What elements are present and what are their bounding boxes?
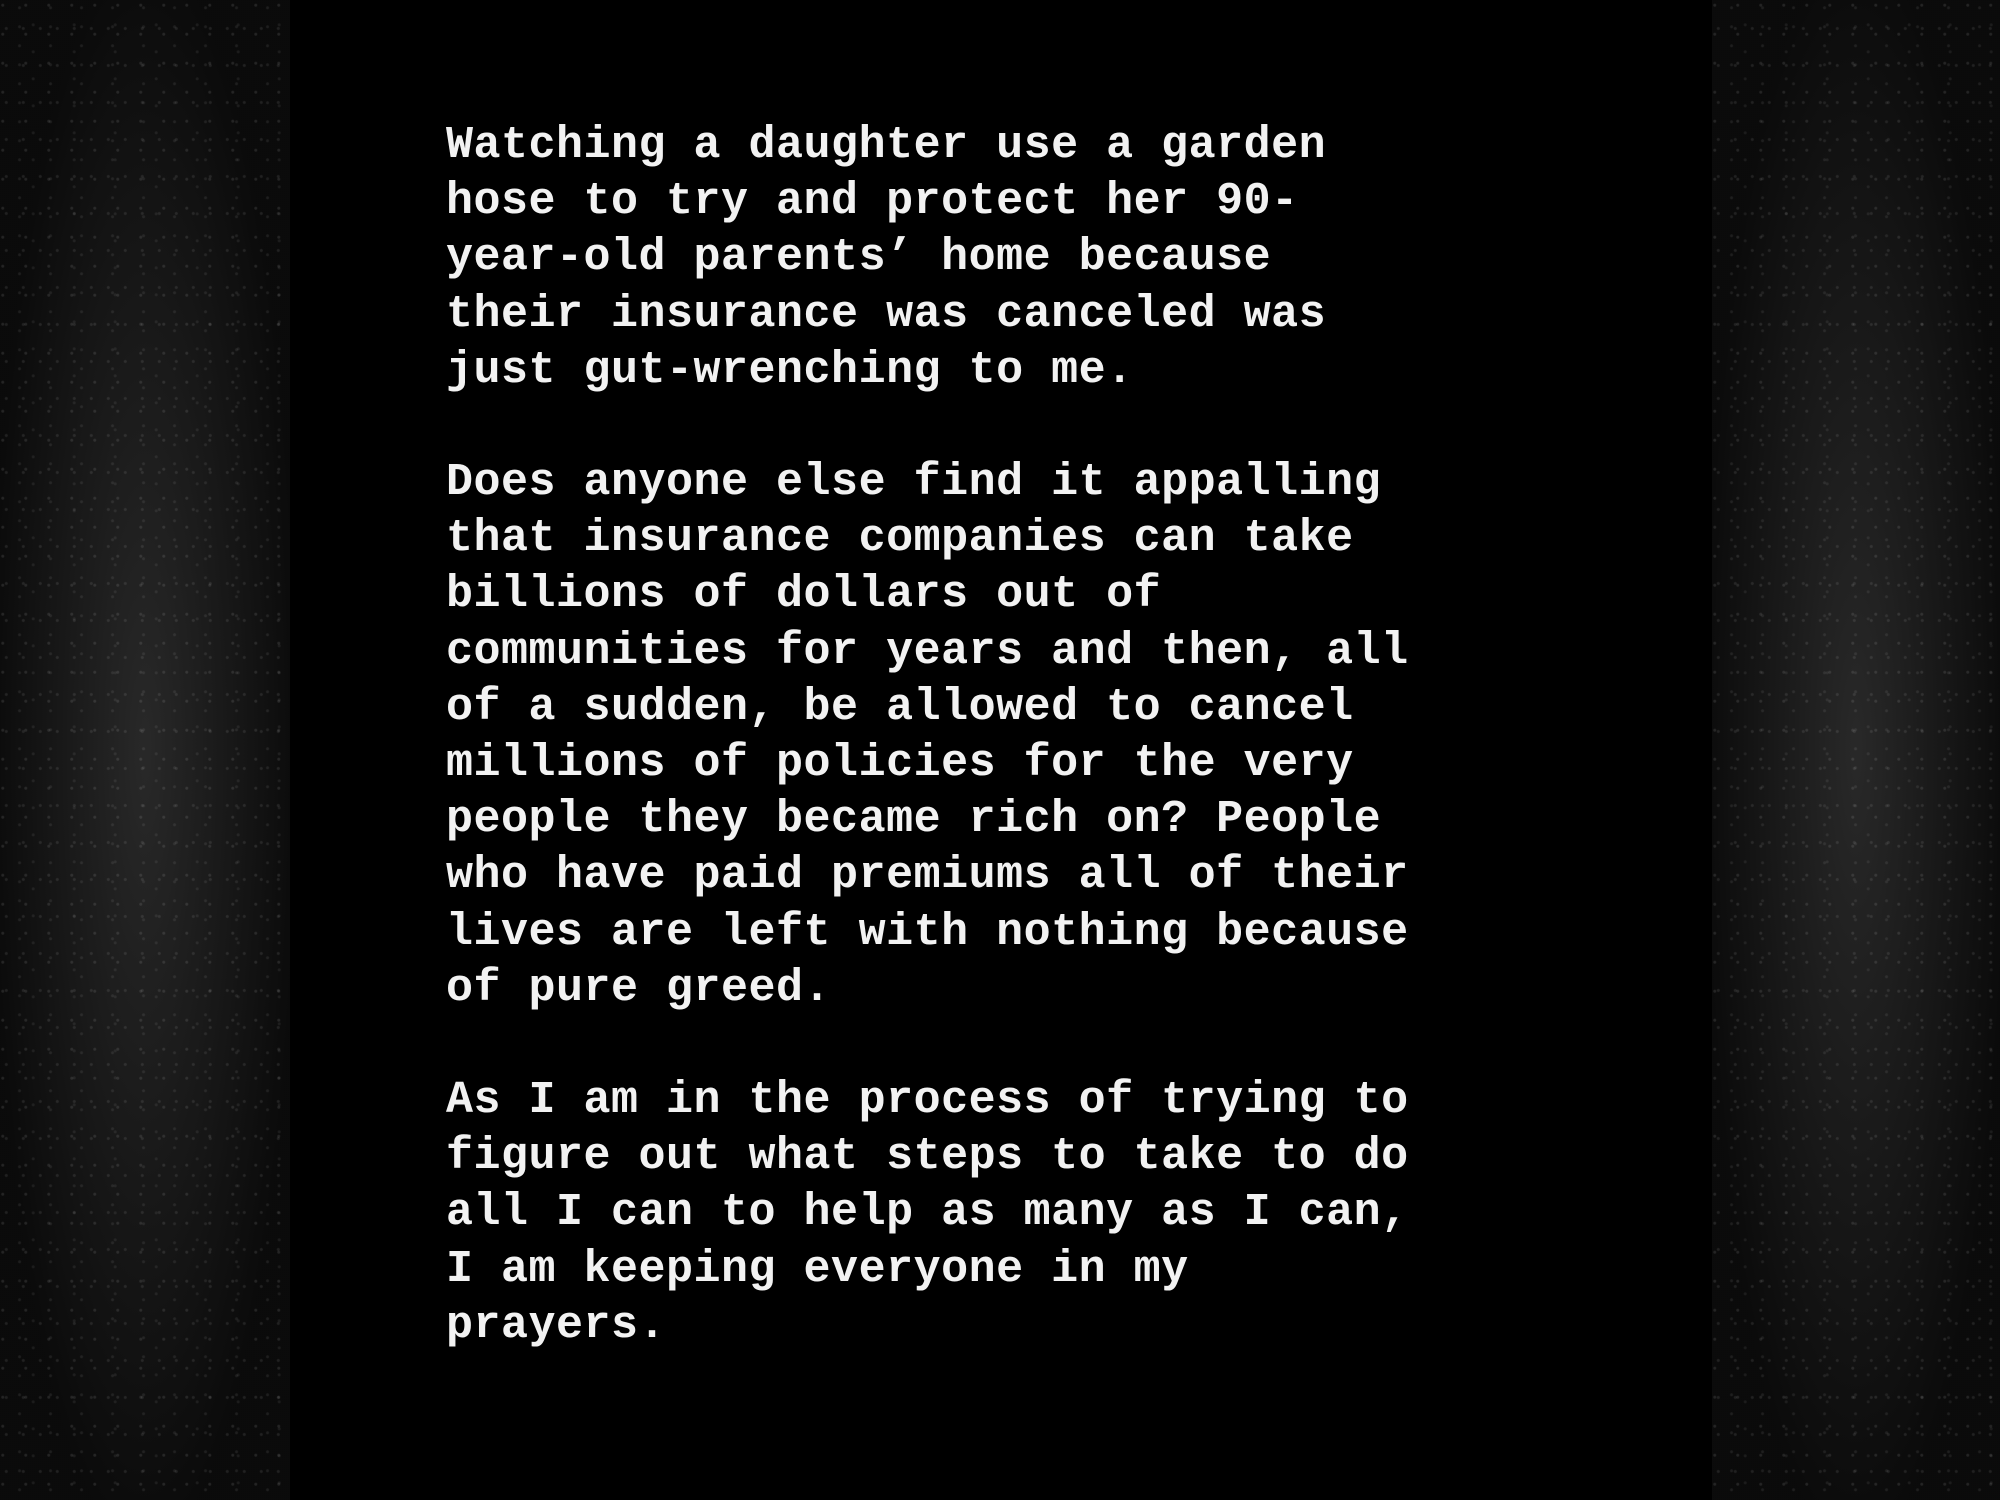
text-line: communities for years and then, all: [446, 625, 1409, 677]
paragraph-1: [446, 118, 1526, 399]
text-line: millions of policies for the very: [446, 738, 1354, 790]
text-line: billions of dollars out of: [446, 569, 1162, 621]
text-line: figure out what steps to take to do: [446, 1131, 1409, 1183]
paragraph-2: [446, 455, 1526, 1017]
text-line: hose to try and protect her 90-: [446, 176, 1299, 228]
text-line: of pure greed.: [446, 962, 832, 1014]
text-line: who have paid premiums all of their: [446, 850, 1409, 902]
text-line: lives are left with nothing because: [446, 906, 1409, 958]
text-line: people they became rich on? People: [446, 794, 1382, 846]
text-line: As I am in the process of trying to: [446, 1075, 1409, 1127]
text-line: just gut-wrenching to me.: [446, 344, 1134, 396]
story-card: [290, 0, 1712, 1500]
text-line: Does anyone else find it appalling: [446, 457, 1382, 509]
text-line: of a sudden, be allowed to cancel: [446, 681, 1354, 733]
story-text: [446, 118, 1526, 1410]
textured-background-left: [0, 0, 290, 1500]
text-line: all I can to help as many as I can,: [446, 1187, 1409, 1239]
text-line: I am keeping everyone in my: [446, 1243, 1189, 1295]
text-line: year-old parents’ home because: [446, 232, 1272, 284]
paragraph-3: [446, 1073, 1526, 1354]
textured-background-right: [1712, 0, 2000, 1500]
text-line: Watching a daughter use a garden: [446, 120, 1327, 171]
text-line: that insurance companies can take: [446, 513, 1354, 565]
text-line: prayers.: [446, 1299, 667, 1351]
text-line: their insurance was canceled was: [446, 288, 1327, 340]
